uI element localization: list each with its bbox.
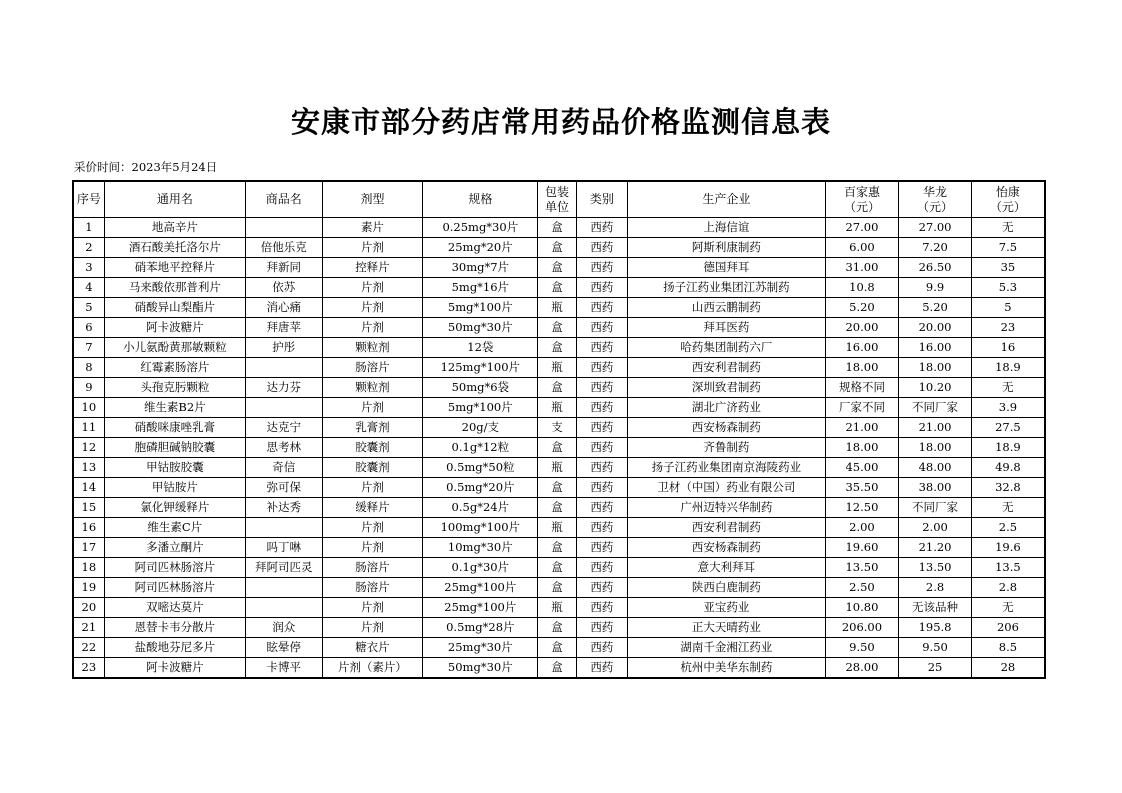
header-brand-name: 商品名 bbox=[245, 181, 322, 218]
cell-brand-name: 拜阿司匹灵 bbox=[245, 558, 322, 578]
table-row bbox=[73, 318, 1045, 338]
cell-manufacturer: 西安利君制药 bbox=[628, 518, 826, 538]
cell-price-baijiahui: 10.80 bbox=[825, 598, 899, 618]
cell-dosage-form: 肠溶片 bbox=[322, 358, 423, 378]
cell-price-yikang: 2.5 bbox=[971, 518, 1045, 538]
cell-price-hualong: 7.20 bbox=[899, 238, 972, 258]
cell-spec: 30mg*7片 bbox=[423, 258, 538, 278]
cell-price-baijiahui: 19.60 bbox=[825, 538, 899, 558]
cell-price-baijiahui: 12.50 bbox=[825, 498, 899, 518]
cell-unit: 瓶 bbox=[538, 398, 576, 418]
table-body bbox=[73, 218, 1045, 679]
header-store-baijiahui: 百家惠 （元） bbox=[825, 181, 899, 218]
header-no: 序号 bbox=[73, 181, 104, 218]
cell-generic-name: 多潘立酮片 bbox=[104, 538, 245, 558]
header-store-hualong: 华龙 （元） bbox=[899, 181, 972, 218]
cell-no: 7 bbox=[73, 338, 104, 358]
cell-price-baijiahui: 13.50 bbox=[825, 558, 899, 578]
cell-unit: 盒 bbox=[538, 478, 576, 498]
cell-brand-name: 吗丁啉 bbox=[245, 538, 322, 558]
table-row bbox=[73, 578, 1045, 598]
cell-unit: 盒 bbox=[538, 338, 576, 358]
cell-brand-name: 思考林 bbox=[245, 438, 322, 458]
cell-generic-name: 头孢克肟颗粒 bbox=[104, 378, 245, 398]
cell-dosage-form: 肠溶片 bbox=[322, 558, 423, 578]
cell-unit: 盒 bbox=[538, 538, 576, 558]
table-row bbox=[73, 558, 1045, 578]
cell-price-baijiahui: 18.00 bbox=[825, 438, 899, 458]
cell-category: 西药 bbox=[576, 518, 627, 538]
cell-category: 西药 bbox=[576, 618, 627, 638]
cell-no: 4 bbox=[73, 278, 104, 298]
cell-price-hualong: 48.00 bbox=[899, 458, 972, 478]
table-row bbox=[73, 278, 1045, 298]
cell-price-hualong: 5.20 bbox=[899, 298, 972, 318]
cell-unit: 盒 bbox=[538, 238, 576, 258]
cell-generic-name: 地高辛片 bbox=[104, 218, 245, 238]
table-header-row bbox=[73, 181, 1045, 218]
cell-manufacturer: 杭州中美华东制药 bbox=[628, 658, 826, 679]
table-row bbox=[73, 358, 1045, 378]
cell-price-yikang: 49.8 bbox=[971, 458, 1045, 478]
cell-generic-name: 胞磷胆碱钠胶囊 bbox=[104, 438, 245, 458]
cell-unit: 盒 bbox=[538, 378, 576, 398]
cell-manufacturer: 湖南千金湘江药业 bbox=[628, 638, 826, 658]
cell-no: 11 bbox=[73, 418, 104, 438]
cell-dosage-form: 片剂 bbox=[322, 278, 423, 298]
cell-price-baijiahui: 35.50 bbox=[825, 478, 899, 498]
table-row bbox=[73, 498, 1045, 518]
cell-price-yikang: 7.5 bbox=[971, 238, 1045, 258]
cell-no: 3 bbox=[73, 258, 104, 278]
cell-generic-name: 小儿氨酚黄那敏颗粒 bbox=[104, 338, 245, 358]
cell-unit: 瓶 bbox=[538, 298, 576, 318]
cell-price-yikang: 无 bbox=[971, 498, 1045, 518]
cell-dosage-form: 片剂 bbox=[322, 598, 423, 618]
cell-no: 16 bbox=[73, 518, 104, 538]
cell-price-baijiahui: 27.00 bbox=[825, 218, 899, 238]
table-row bbox=[73, 398, 1045, 418]
table-row bbox=[73, 478, 1045, 498]
cell-spec: 50mg*30片 bbox=[423, 658, 538, 679]
cell-dosage-form: 缓释片 bbox=[322, 498, 423, 518]
cell-brand-name bbox=[245, 598, 322, 618]
cell-manufacturer: 卫材（中国）药业有限公司 bbox=[628, 478, 826, 498]
header-unit: 包装 单位 bbox=[538, 181, 576, 218]
cell-brand-name: 眩晕停 bbox=[245, 638, 322, 658]
cell-unit: 瓶 bbox=[538, 598, 576, 618]
cell-brand-name bbox=[245, 578, 322, 598]
cell-category: 西药 bbox=[576, 578, 627, 598]
cell-no: 6 bbox=[73, 318, 104, 338]
cell-spec: 10mg*30片 bbox=[423, 538, 538, 558]
cell-dosage-form: 片剂 bbox=[322, 298, 423, 318]
cell-generic-name: 红霉素肠溶片 bbox=[104, 358, 245, 378]
header-manufacturer: 生产企业 bbox=[628, 181, 826, 218]
cell-brand-name: 达克宁 bbox=[245, 418, 322, 438]
cell-no: 21 bbox=[73, 618, 104, 638]
cell-manufacturer: 阿斯利康制药 bbox=[628, 238, 826, 258]
cell-no: 9 bbox=[73, 378, 104, 398]
table-row bbox=[73, 298, 1045, 318]
cell-no: 5 bbox=[73, 298, 104, 318]
cell-manufacturer: 陕西白鹿制药 bbox=[628, 578, 826, 598]
header-spec: 规格 bbox=[423, 181, 538, 218]
header-store-yikang: 怡康 （元） bbox=[971, 181, 1045, 218]
cell-category: 西药 bbox=[576, 298, 627, 318]
table-row bbox=[73, 378, 1045, 398]
cell-price-yikang: 19.6 bbox=[971, 538, 1045, 558]
cell-no: 13 bbox=[73, 458, 104, 478]
cell-spec: 0.5mg*50粒 bbox=[423, 458, 538, 478]
cell-manufacturer: 扬子江药业集团南京海陵药业 bbox=[628, 458, 826, 478]
cell-unit: 盒 bbox=[538, 218, 576, 238]
cell-price-yikang: 206 bbox=[971, 618, 1045, 638]
document-title: 安康市部分药店常用药品价格监测信息表 bbox=[290, 105, 831, 139]
cell-generic-name: 阿司匹林肠溶片 bbox=[104, 558, 245, 578]
cell-brand-name bbox=[245, 518, 322, 538]
cell-no: 18 bbox=[73, 558, 104, 578]
cell-price-baijiahui: 206.00 bbox=[825, 618, 899, 638]
cell-category: 西药 bbox=[576, 558, 627, 578]
table-row bbox=[73, 258, 1045, 278]
table-row bbox=[73, 618, 1045, 638]
cell-price-yikang: 28 bbox=[971, 658, 1045, 679]
cell-price-hualong: 9.50 bbox=[899, 638, 972, 658]
cell-spec: 25mg*20片 bbox=[423, 238, 538, 258]
cell-brand-name bbox=[245, 218, 322, 238]
cell-generic-name: 硝苯地平控释片 bbox=[104, 258, 245, 278]
cell-generic-name: 阿卡波糖片 bbox=[104, 658, 245, 679]
table-row bbox=[73, 218, 1045, 238]
header-generic-name: 通用名 bbox=[104, 181, 245, 218]
cell-generic-name: 硝酸异山梨酯片 bbox=[104, 298, 245, 318]
cell-manufacturer: 扬子江药业集团江苏制药 bbox=[628, 278, 826, 298]
cell-spec: 5mg*100片 bbox=[423, 298, 538, 318]
cell-category: 西药 bbox=[576, 278, 627, 298]
cell-price-baijiahui: 21.00 bbox=[825, 418, 899, 438]
cell-generic-name: 阿卡波糖片 bbox=[104, 318, 245, 338]
cell-brand-name: 拜新同 bbox=[245, 258, 322, 278]
cell-unit: 盒 bbox=[538, 258, 576, 278]
cell-dosage-form: 糖衣片 bbox=[322, 638, 423, 658]
table-row bbox=[73, 538, 1045, 558]
cell-brand-name: 补达秀 bbox=[245, 498, 322, 518]
cell-brand-name: 达力芬 bbox=[245, 378, 322, 398]
cell-category: 西药 bbox=[576, 598, 627, 618]
cell-manufacturer: 齐鲁制药 bbox=[628, 438, 826, 458]
cell-price-yikang: 无 bbox=[971, 598, 1045, 618]
cell-category: 西药 bbox=[576, 498, 627, 518]
cell-dosage-form: 肠溶片 bbox=[322, 578, 423, 598]
cell-manufacturer: 意大利拜耳 bbox=[628, 558, 826, 578]
cell-price-baijiahui: 规格不同 bbox=[825, 378, 899, 398]
cell-dosage-form: 片剂 bbox=[322, 318, 423, 338]
cell-price-hualong: 9.9 bbox=[899, 278, 972, 298]
cell-price-hualong: 18.00 bbox=[899, 438, 972, 458]
cell-price-baijiahui: 20.00 bbox=[825, 318, 899, 338]
cell-unit: 盒 bbox=[538, 278, 576, 298]
cell-price-hualong: 18.00 bbox=[899, 358, 972, 378]
cell-dosage-form: 片剂 bbox=[322, 398, 423, 418]
cell-dosage-form: 素片 bbox=[322, 218, 423, 238]
cell-dosage-form: 控释片 bbox=[322, 258, 423, 278]
cell-manufacturer: 德国拜耳 bbox=[628, 258, 826, 278]
cell-generic-name: 硝酸咪康唑乳膏 bbox=[104, 418, 245, 438]
cell-spec: 25mg*30片 bbox=[423, 638, 538, 658]
cell-no: 8 bbox=[73, 358, 104, 378]
cell-dosage-form: 乳膏剂 bbox=[322, 418, 423, 438]
cell-category: 西药 bbox=[576, 318, 627, 338]
cell-category: 西药 bbox=[576, 438, 627, 458]
cell-price-hualong: 195.8 bbox=[899, 618, 972, 638]
cell-price-yikang: 27.5 bbox=[971, 418, 1045, 438]
cell-brand-name: 倍他乐克 bbox=[245, 238, 322, 258]
cell-price-yikang: 5 bbox=[971, 298, 1045, 318]
cell-price-baijiahui: 31.00 bbox=[825, 258, 899, 278]
cell-no: 2 bbox=[73, 238, 104, 258]
cell-unit: 盒 bbox=[538, 658, 576, 679]
cell-spec: 0.25mg*30片 bbox=[423, 218, 538, 238]
cell-generic-name: 氯化钾缓释片 bbox=[104, 498, 245, 518]
cell-manufacturer: 西安杨森制药 bbox=[628, 538, 826, 558]
table-row bbox=[73, 518, 1045, 538]
cell-manufacturer: 西安利君制药 bbox=[628, 358, 826, 378]
table-row bbox=[73, 458, 1045, 478]
cell-unit: 瓶 bbox=[538, 518, 576, 538]
cell-price-baijiahui: 2.00 bbox=[825, 518, 899, 538]
cell-brand-name: 依苏 bbox=[245, 278, 322, 298]
cell-category: 西药 bbox=[576, 418, 627, 438]
cell-generic-name: 维生素C片 bbox=[104, 518, 245, 538]
cell-price-yikang: 2.8 bbox=[971, 578, 1045, 598]
cell-generic-name: 恩替卡韦分散片 bbox=[104, 618, 245, 638]
cell-price-baijiahui: 45.00 bbox=[825, 458, 899, 478]
cell-category: 西药 bbox=[576, 658, 627, 679]
cell-price-yikang: 18.9 bbox=[971, 438, 1045, 458]
cell-price-hualong: 无该品种 bbox=[899, 598, 972, 618]
cell-price-baijiahui: 6.00 bbox=[825, 238, 899, 258]
cell-price-hualong: 25 bbox=[899, 658, 972, 679]
header-dosage-form: 剂型 bbox=[322, 181, 423, 218]
cell-spec: 100mg*100片 bbox=[423, 518, 538, 538]
cell-price-hualong: 16.00 bbox=[899, 338, 972, 358]
cell-category: 西药 bbox=[576, 218, 627, 238]
cell-spec: 125mg*100片 bbox=[423, 358, 538, 378]
table-row bbox=[73, 238, 1045, 258]
cell-unit: 盒 bbox=[538, 578, 576, 598]
cell-price-hualong: 10.20 bbox=[899, 378, 972, 398]
cell-price-yikang: 13.5 bbox=[971, 558, 1045, 578]
survey-date: 采价时间：2023年5月24日 bbox=[74, 160, 218, 174]
cell-brand-name: 卡博平 bbox=[245, 658, 322, 679]
cell-price-hualong: 2.00 bbox=[899, 518, 972, 538]
cell-price-yikang: 无 bbox=[971, 218, 1045, 238]
cell-category: 西药 bbox=[576, 398, 627, 418]
cell-no: 17 bbox=[73, 538, 104, 558]
cell-unit: 盒 bbox=[538, 438, 576, 458]
cell-generic-name: 双嘧达莫片 bbox=[104, 598, 245, 618]
cell-generic-name: 维生素B2片 bbox=[104, 398, 245, 418]
cell-price-baijiahui: 28.00 bbox=[825, 658, 899, 679]
cell-price-yikang: 32.8 bbox=[971, 478, 1045, 498]
cell-dosage-form: 胶囊剂 bbox=[322, 458, 423, 478]
cell-category: 西药 bbox=[576, 258, 627, 278]
header-category: 类别 bbox=[576, 181, 627, 218]
cell-generic-name: 甲钴胺片 bbox=[104, 478, 245, 498]
cell-spec: 5mg*100片 bbox=[423, 398, 538, 418]
cell-no: 15 bbox=[73, 498, 104, 518]
cell-spec: 20g/支 bbox=[423, 418, 538, 438]
cell-price-hualong: 21.00 bbox=[899, 418, 972, 438]
cell-category: 西药 bbox=[576, 638, 627, 658]
cell-manufacturer: 湖北广济药业 bbox=[628, 398, 826, 418]
cell-dosage-form: 颗粒剂 bbox=[322, 338, 423, 358]
cell-no: 22 bbox=[73, 638, 104, 658]
cell-no: 12 bbox=[73, 438, 104, 458]
cell-spec: 12袋 bbox=[423, 338, 538, 358]
cell-price-hualong: 20.00 bbox=[899, 318, 972, 338]
cell-manufacturer: 广州迈特兴华制药 bbox=[628, 498, 826, 518]
cell-spec: 0.1g*12粒 bbox=[423, 438, 538, 458]
cell-spec: 25mg*100片 bbox=[423, 598, 538, 618]
cell-category: 西药 bbox=[576, 338, 627, 358]
cell-no: 1 bbox=[73, 218, 104, 238]
cell-spec: 5mg*16片 bbox=[423, 278, 538, 298]
table-row bbox=[73, 658, 1045, 679]
cell-manufacturer: 亚宝药业 bbox=[628, 598, 826, 618]
cell-brand-name bbox=[245, 398, 322, 418]
cell-unit: 瓶 bbox=[538, 358, 576, 378]
cell-manufacturer: 拜耳医药 bbox=[628, 318, 826, 338]
price-table bbox=[72, 180, 1046, 679]
cell-price-yikang: 18.9 bbox=[971, 358, 1045, 378]
cell-category: 西药 bbox=[576, 458, 627, 478]
cell-price-baijiahui: 10.8 bbox=[825, 278, 899, 298]
cell-brand-name bbox=[245, 358, 322, 378]
cell-price-yikang: 8.5 bbox=[971, 638, 1045, 658]
cell-no: 10 bbox=[73, 398, 104, 418]
cell-price-baijiahui: 9.50 bbox=[825, 638, 899, 658]
cell-price-hualong: 不同厂家 bbox=[899, 398, 972, 418]
cell-dosage-form: 片剂 bbox=[322, 538, 423, 558]
cell-brand-name: 消心痛 bbox=[245, 298, 322, 318]
table-row bbox=[73, 638, 1045, 658]
cell-price-hualong: 2.8 bbox=[899, 578, 972, 598]
table-row bbox=[73, 598, 1045, 618]
cell-spec: 0.5g*24片 bbox=[423, 498, 538, 518]
cell-manufacturer: 山西云鹏制药 bbox=[628, 298, 826, 318]
cell-manufacturer: 西安杨森制药 bbox=[628, 418, 826, 438]
cell-price-hualong: 38.00 bbox=[899, 478, 972, 498]
cell-generic-name: 酒石酸美托洛尔片 bbox=[104, 238, 245, 258]
cell-price-baijiahui: 厂家不同 bbox=[825, 398, 899, 418]
cell-dosage-form: 胶囊剂 bbox=[322, 438, 423, 458]
cell-brand-name: 润众 bbox=[245, 618, 322, 638]
cell-unit: 盒 bbox=[538, 638, 576, 658]
cell-no: 23 bbox=[73, 658, 104, 679]
cell-category: 西药 bbox=[576, 358, 627, 378]
cell-no: 19 bbox=[73, 578, 104, 598]
cell-price-yikang: 35 bbox=[971, 258, 1045, 278]
cell-no: 14 bbox=[73, 478, 104, 498]
cell-price-yikang: 5.3 bbox=[971, 278, 1045, 298]
cell-manufacturer: 哈药集团制药六厂 bbox=[628, 338, 826, 358]
cell-unit: 瓶 bbox=[538, 458, 576, 478]
cell-spec: 0.1g*30片 bbox=[423, 558, 538, 578]
cell-dosage-form: 片剂 bbox=[322, 518, 423, 538]
cell-price-baijiahui: 2.50 bbox=[825, 578, 899, 598]
cell-spec: 25mg*100片 bbox=[423, 578, 538, 598]
cell-price-hualong: 不同厂家 bbox=[899, 498, 972, 518]
cell-generic-name: 马来酸依那普利片 bbox=[104, 278, 245, 298]
cell-price-yikang: 16 bbox=[971, 338, 1045, 358]
cell-dosage-form: 片剂 bbox=[322, 618, 423, 638]
cell-price-hualong: 21.20 bbox=[899, 538, 972, 558]
cell-category: 西药 bbox=[576, 478, 627, 498]
cell-brand-name: 奇信 bbox=[245, 458, 322, 478]
cell-dosage-form: 颗粒剂 bbox=[322, 378, 423, 398]
cell-spec: 0.5mg*28片 bbox=[423, 618, 538, 638]
cell-spec: 50mg*30片 bbox=[423, 318, 538, 338]
cell-unit: 盒 bbox=[538, 558, 576, 578]
cell-price-hualong: 13.50 bbox=[899, 558, 972, 578]
cell-unit: 支 bbox=[538, 418, 576, 438]
cell-price-hualong: 27.00 bbox=[899, 218, 972, 238]
cell-unit: 盒 bbox=[538, 318, 576, 338]
cell-generic-name: 盐酸地芬尼多片 bbox=[104, 638, 245, 658]
cell-generic-name: 阿司匹林肠溶片 bbox=[104, 578, 245, 598]
cell-brand-name: 护彤 bbox=[245, 338, 322, 358]
cell-brand-name: 拜唐苹 bbox=[245, 318, 322, 338]
table-row bbox=[73, 438, 1045, 458]
cell-price-hualong: 26.50 bbox=[899, 258, 972, 278]
cell-spec: 0.5mg*20片 bbox=[423, 478, 538, 498]
cell-spec: 50mg*6袋 bbox=[423, 378, 538, 398]
cell-category: 西药 bbox=[576, 238, 627, 258]
cell-category: 西药 bbox=[576, 538, 627, 558]
cell-price-baijiahui: 16.00 bbox=[825, 338, 899, 358]
cell-price-baijiahui: 18.00 bbox=[825, 358, 899, 378]
cell-manufacturer: 深圳致君制药 bbox=[628, 378, 826, 398]
cell-dosage-form: 片剂（素片） bbox=[322, 658, 423, 679]
cell-price-baijiahui: 5.20 bbox=[825, 298, 899, 318]
cell-generic-name: 甲钴胺胶囊 bbox=[104, 458, 245, 478]
cell-price-yikang: 3.9 bbox=[971, 398, 1045, 418]
table-row bbox=[73, 418, 1045, 438]
table-row bbox=[73, 338, 1045, 358]
cell-dosage-form: 片剂 bbox=[322, 478, 423, 498]
cell-category: 西药 bbox=[576, 378, 627, 398]
cell-price-yikang: 23 bbox=[971, 318, 1045, 338]
cell-manufacturer: 上海信谊 bbox=[628, 218, 826, 238]
cell-no: 20 bbox=[73, 598, 104, 618]
cell-dosage-form: 片剂 bbox=[322, 238, 423, 258]
cell-unit: 盒 bbox=[538, 498, 576, 518]
cell-unit: 盒 bbox=[538, 618, 576, 638]
cell-price-yikang: 无 bbox=[971, 378, 1045, 398]
cell-brand-name: 弥可保 bbox=[245, 478, 322, 498]
cell-manufacturer: 正大天晴药业 bbox=[628, 618, 826, 638]
